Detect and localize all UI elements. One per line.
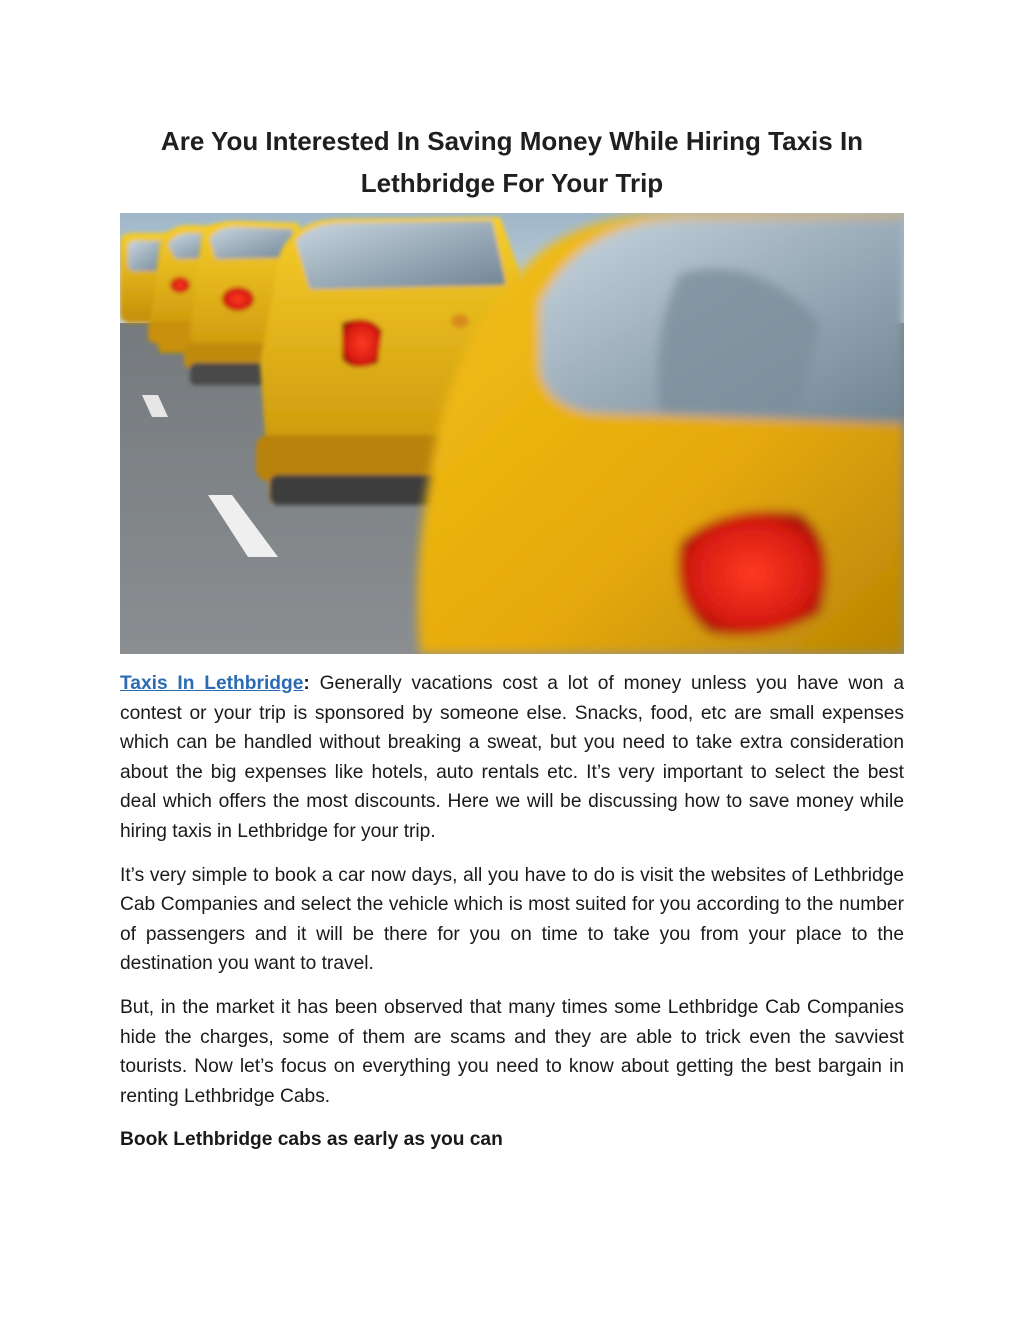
article-body xyxy=(120,669,904,1169)
intro-text: Generally vacations cost a lot of money unless you have won a contest or your trip is sponsored by someone else. Snacks, food, etc are small expenses which can be handled without breaking a sweat, but you need to take extra consideration about the big expenses like hotels, auto rentals etc. It’s very important to select the best deal which offers the most discounts. Here we will be discussing how to save money while hiring taxis in Lethbridge for your trip. xyxy=(120,673,904,842)
title-line-1: Are You Interested In Saving Money While Hiring Taxis In xyxy=(160,126,864,156)
paragraph-3: But, in the market it has been observed that many times some Lethbridge Cab Companies hide the charges, some of them are scams and they are able to trick even the savviest tourists. Now let’s focus on everything you need to know about getting the best bargain in renting Lethbridge Cabs. xyxy=(120,996,904,1107)
title-line-2: Lethbridge For Your Trip xyxy=(360,168,664,198)
intro-colon: : xyxy=(303,673,310,694)
taxis-in-lethbridge-link[interactable]: Taxis In Lethbridge xyxy=(120,673,304,694)
section-subheading: Book Lethbridge cabs as early as you can xyxy=(120,1129,503,1151)
hero-image xyxy=(120,213,904,654)
page-title xyxy=(120,120,904,204)
intro-paragraph xyxy=(120,669,904,847)
paragraph-2: It’s very simple to book a car now days, all you have to do is visit the websites of Lethbridge Cab Companies and select the vehicle which is most suited for you according to the number of passengers and it will be there for you on time to take you from your place to the destination you want to travel. xyxy=(120,864,904,975)
